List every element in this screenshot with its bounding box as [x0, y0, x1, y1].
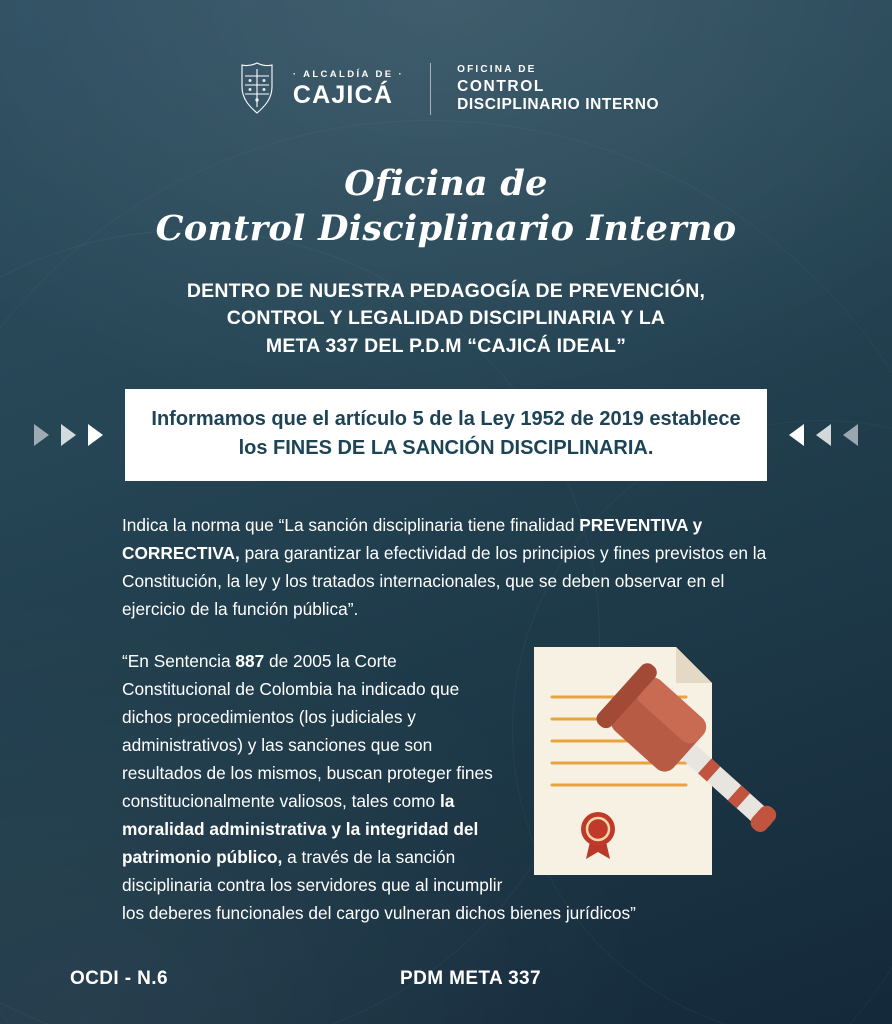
p2-segment-a: “En Sentencia	[122, 650, 236, 671]
p1-segment-bold: PREVENTIVA y CORRECTIVA,	[122, 514, 703, 563]
brand-alcaldia	[233, 60, 404, 118]
triangle-left-icon	[789, 424, 804, 446]
band-text-bold: FINES DE LA SANCIÓN DISCIPLINARIA.	[273, 436, 654, 459]
paragraph-2	[122, 647, 770, 927]
arrows-right-group	[789, 424, 858, 446]
document-and-gavel-illustration	[526, 639, 796, 884]
subtitle-line-1: DENTRO DE NUESTRA PEDAGOGÍA DE PREVENCIÓN,	[186, 279, 706, 302]
office-label	[457, 64, 659, 114]
body-content	[0, 511, 892, 927]
p2-segment-bold-phrase: la moralidad administrativa y la integridad del patrimonio público,	[122, 790, 479, 867]
header-divider	[430, 63, 431, 115]
page-title	[0, 162, 892, 252]
p2-segment-e: a través de la sanción disciplinaria contra los servidores que al incumplir los deberes funcionales del cargo vulneran dichos bienes jurídicos”	[122, 846, 636, 923]
subtitle-line-3: META 337 DEL P.D.M “CAJICÁ IDEAL”	[265, 334, 627, 357]
p1-segment-a: Indica la norma que “La sanción disciplinaria tiene finalidad	[122, 514, 580, 535]
page-title-line-1: Oficina de	[344, 163, 548, 204]
footer-left-label: OCDI - N.6	[70, 968, 168, 989]
page-title-line-2: Control Disciplinario Interno	[155, 207, 737, 249]
footer	[0, 968, 892, 990]
highlight-band	[125, 389, 767, 481]
footer-right-label: PDM META 337	[400, 968, 541, 989]
p1-segment-c: para garantizar la efectividad de los principios y fines previstos en la Constitución, la ley y los tratados internacionales, que se deben observar en el ejercicio de la función pública”.	[122, 542, 767, 619]
brand-superscript: · ALCALDÍA DE ·	[292, 69, 405, 81]
triangle-left-icon	[816, 424, 831, 446]
highlight-band-row	[0, 389, 892, 481]
p2-segment-bold-number: 887	[235, 650, 265, 671]
office-line-2: CONTROL	[457, 77, 545, 95]
triangle-right-icon	[88, 424, 103, 446]
coat-of-arms-icon	[233, 60, 281, 118]
triangle-right-icon	[61, 424, 76, 446]
triangle-right-icon	[34, 424, 49, 446]
subtitle	[0, 278, 892, 361]
header	[0, 0, 892, 118]
triangle-left-icon	[843, 424, 858, 446]
band-text-regular: Informamos que el artículo 5 de la Ley 1952 de 2019 establece los	[151, 407, 741, 459]
arrows-left-group	[34, 424, 103, 446]
brand-name: CAJICÁ	[292, 80, 394, 109]
paragraph-1	[122, 511, 770, 623]
office-line-3: DISCIPLINARIO INTERNO	[457, 95, 660, 113]
p2-segment-c: de 2005 la Corte Constitucional de Colombia ha indicado que dichos procedimientos (los judiciales y administrativos) y las sanciones que son resultados de los mismos, buscan proteger fines constitucionalmente valiosos, tales como	[122, 650, 493, 811]
subtitle-line-2: CONTROL Y LEGALIDAD DISCIPLINARIA Y LA	[226, 307, 666, 330]
office-line-1: OFICINA DE	[457, 63, 537, 75]
